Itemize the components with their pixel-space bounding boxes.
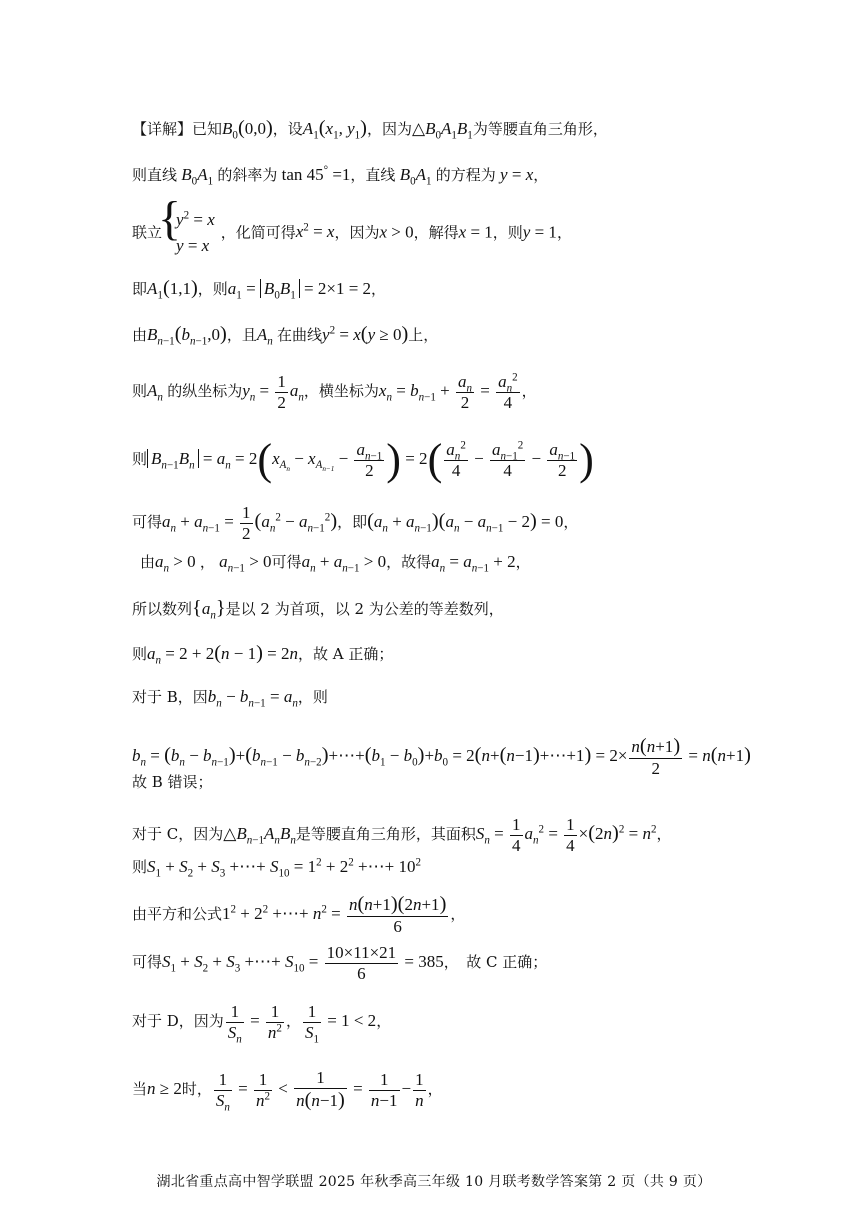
solution-line-20: 当n ≥ 2时， $\frac{1}{S_n}$ = $\frac{1}{n^2}$ < $\frac{1}{n(n-1)}$ = $\frac{1}{n-1}$ − $\frac{1}{n}$ ， — [132, 1068, 443, 1113]
solution-line-14: 故 B 错误； — [132, 773, 213, 791]
solution-line-1: 【详解】已知$B_0(0,0)$，设$A_1(x_1$, $y_1$)，因为$\triangle B_0A_1B_1$为等腰直角三角形， — [132, 117, 608, 142]
equation-system: { $y^2 = x$ y = x — [162, 207, 215, 260]
math-a1: $A_1(x_1$, $y_1$) — [302, 117, 367, 142]
solution-line-19: 对于 D，因为 $\frac{1}{S_n}$ = $\frac{1}{n^2}$ ， $\frac{1}{S_1}$ = 1 < 2， — [132, 1002, 392, 1045]
solution-line-16: 则$S_1 + S_2 + S_3$ +⋯+ $S_{10} = 1^2 + 2^2$ +⋯+ $10^2$ — [132, 856, 421, 880]
solution-line-13: $b_n = (b_n - b_{n-1})+(b_{n-1}$ − $b_{n-2})+\cdots+(b_1 - b_0)+b_0$ = 2(n+(n−1)+⋯+1) = 2× $\frac{n(n+1)}{2}$ = n(n+1) — [132, 735, 751, 779]
solution-line-9: 由$a_n > 0$ ， $a_{n-1} > 0$可得$a_n + a_{n-1} > 0$，故得$a_n = a_{n-1} + 2$， — [140, 552, 531, 575]
solution-line-11: 则$a_n = 2 + 2(n - 1) = 2n$，故 A 正确； — [132, 642, 394, 667]
solution-line-17: 由平方和公式$1^2 + 2^2$ +⋯+ $n^2$ = $\frac{n(n+1)(2n+1)}{6}$ ， — [132, 893, 466, 937]
solution-line-6: 则$A_n$ 的纵坐标为$y_n$ = $\frac{1}{2}$ $a_n$，横坐标为$x_n = b_{n-1}$ + $\frac{a_n}{2}$ = $\frac{a_n^2}{4}$ ， — [132, 371, 537, 412]
solution-line-10: 所以数列$\{a_n\}$是以 2 为首项，以 2 为公差的等差数列， — [132, 597, 504, 622]
solution-line-3: 联立 { $y^2 = x$ y = x ，化简可得$x^2 = x$，因为x > 0，解得x = 1，则y = 1， — [132, 207, 572, 260]
page-footer: 湖北省重点高中智学联盟 2025 年秋季高三年级 10 月联考数学答案第 2 页（共 9 页） — [156, 1174, 712, 1190]
solution-line-4: 即$A_1(1,1)$，则$a_1 = B_0B_1 = 2\times 1 = 2$， — [132, 277, 387, 302]
solution-line-12: 对于 B，因$b_n - b_{n-1} = a_n$，则 — [132, 687, 328, 710]
solution-line-8: 可得$a_n + a_{n-1}$ = $\frac{1}{2}$ $(a_n^2 - a_{n-1}^2)$，即$(a_n + a_{n-1})(a_n - a_{n-1} - 2) = 0$， — [132, 503, 579, 543]
solution-line-2: 则直线 $B_0A_1$ 的斜率为 tan 45° =1，直线 $B_0A_1$ 的方程为 y = x， — [132, 164, 549, 188]
solution-line-5: 由$B_{n-1}(b_{n-1},0)$，且$A_n$ 在曲线$y^2 = x(y \ge 0)$上， — [132, 323, 439, 348]
math-b0: $B_0(0,0)$ — [222, 117, 273, 142]
solution-line-7: 则 $B_{n-1}B_n = a_n = 2(x_{A_n} - x_{A_{n-1}}$ − $\frac{a_{n-1}}{2}$ ) = 2( $\frac{a_n^2}{4}$ − $\frac{a_{n-1}^2}{4}$ − $\frac{a_{n-1}}{2}$ ) — [132, 435, 594, 485]
solution-line-15: 对于 C，因为$\triangle B_{n-1}A_nB_n$是等腰直角三角形，其面积$S_n$ = $\frac{1}{4}$ $a_n^2$ = $\frac{1}{4}$ $\times(2n)^2 = n^2$， — [132, 815, 672, 855]
solution-line-18: 可得$S_1 + S_2 + S_3$ +⋯+ $S_{10}$ = $\frac{10\times 11\times 21}{6}$ = 385， 故 C 正确； — [132, 943, 548, 983]
math-triangle: $\triangle B_0A_1B_1$ — [411, 119, 473, 142]
